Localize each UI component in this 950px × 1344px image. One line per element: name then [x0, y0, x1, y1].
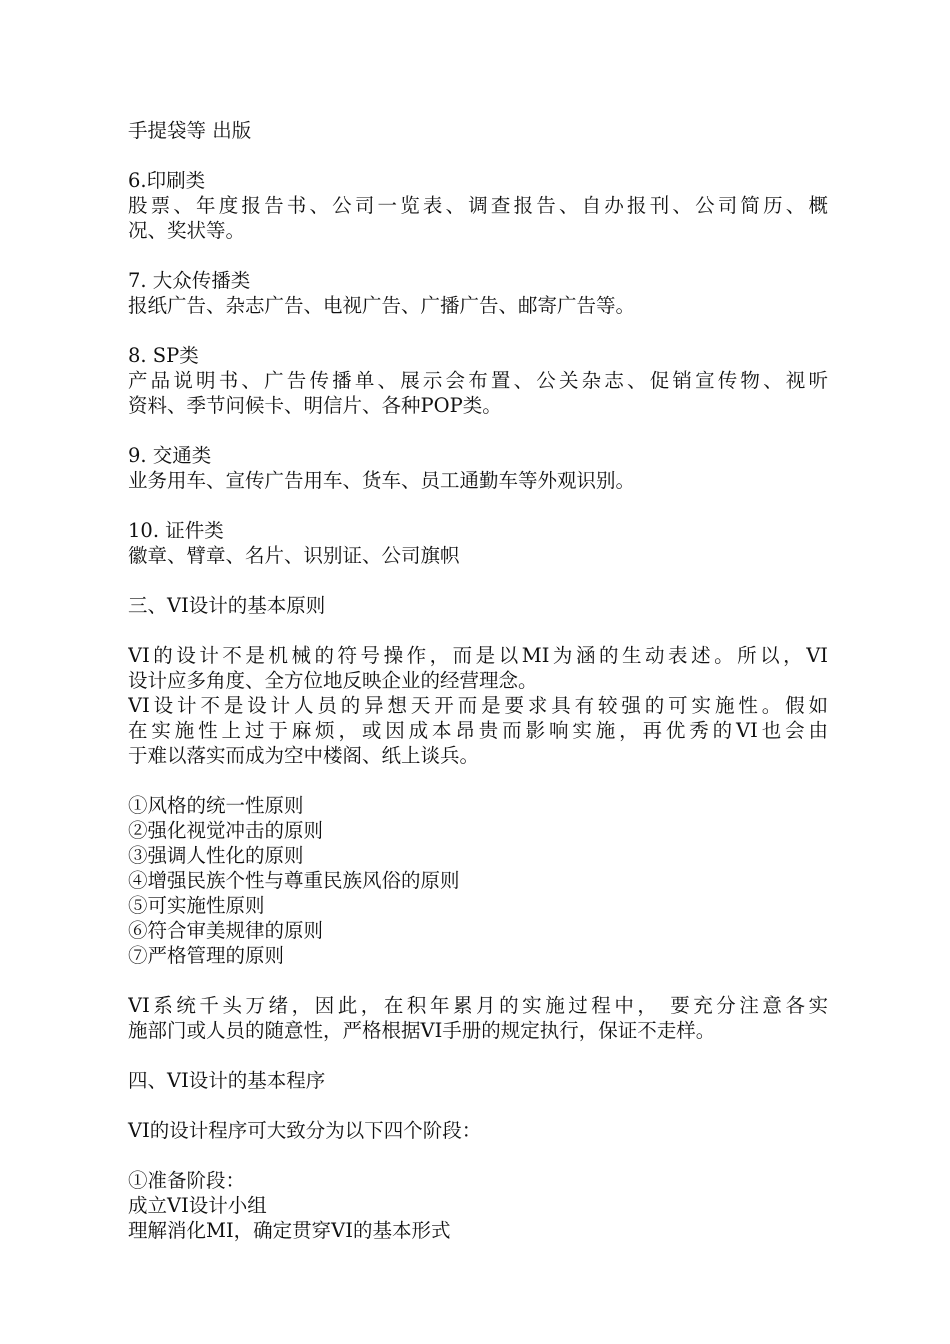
paragraph [128, 518, 828, 568]
text-line: ⑤可实施性原则 [128, 894, 265, 917]
text-line: 产品说明书、广告传播单、展示会布置、公关杂志、促销宣传物、视听 [128, 369, 828, 392]
text-line: 设计应多角度、全方位地反映企业的经营理念。 [128, 669, 538, 692]
paragraph [128, 1168, 828, 1243]
text-line: 9. 交通类 [128, 444, 212, 467]
paragraph [128, 168, 828, 243]
text-line: ①准备阶段： [128, 1169, 246, 1192]
paragraph-gap [128, 1093, 828, 1118]
text-line: 施部门或人员的随意性，严格根据VI手册的规定执行，保证不走样。 [128, 1019, 716, 1042]
text-line: 三、VI设计的基本原则 [128, 594, 326, 617]
text-line: 8. SP类 [128, 344, 199, 367]
paragraph [128, 118, 828, 143]
text-line: ⑥符合审美规律的原则 [128, 919, 324, 942]
text-line: 业务用车、宣传广告用车、货车、员工通勤车等外观识别。 [128, 469, 636, 492]
text-line: ①风格的统一性原则 [128, 794, 304, 817]
text-line: 于难以落实而成为空中楼阁、纸上谈兵。 [128, 744, 480, 767]
paragraph-gap [128, 493, 828, 518]
paragraph-gap [128, 968, 828, 993]
paragraph [128, 643, 828, 768]
paragraph [128, 1068, 828, 1093]
text-line: ②强化视觉冲击的原则 [128, 819, 324, 842]
text-line: 在实施性上过于麻烦，或因成本昂贵而影响实施，再优秀的VI也会由 [128, 719, 828, 742]
text-line: ④增强民族个性与尊重民族风俗的原则 [128, 869, 460, 892]
paragraph [128, 1118, 828, 1143]
text-line: 股票、年度报告书、公司一览表、调查报告、自办报刊、公司简历、概 [128, 194, 828, 217]
text-line: 报纸广告、杂志广告、电视广告、广播广告、邮寄广告等。 [128, 294, 636, 317]
paragraph-gap [128, 143, 828, 168]
paragraph-gap [128, 1143, 828, 1168]
paragraph-gap [128, 243, 828, 268]
text-line: 7. 大众传播类 [128, 269, 251, 292]
paragraph-gap [128, 568, 828, 593]
paragraph [128, 268, 828, 318]
text-line: ③强调人性化的原则 [128, 844, 304, 867]
text-line: 况、奖状等。 [128, 219, 246, 242]
text-line: VI系统千头万绪，因此，在积年累月的实施过程中， 要充分注意各实 [128, 994, 828, 1017]
paragraph [128, 343, 828, 418]
text-line: 徽章、臂章、名片、识别证、公司旗帜 [128, 544, 460, 567]
text-line: VI的设计不是机械的符号操作，而是以MI为涵的生动表述。所以，VI [128, 644, 828, 667]
paragraph [128, 793, 828, 968]
text-line: 理解消化MI，确定贯穿VI的基本形式 [128, 1219, 451, 1242]
paragraph-gap [128, 318, 828, 343]
text-line: 成立VI设计小组 [128, 1194, 267, 1217]
text-line: 10. 证件类 [128, 519, 224, 542]
paragraph-gap [128, 618, 828, 643]
text-line: VI的设计程序可大致分为以下四个阶段： [128, 1119, 482, 1142]
paragraph-gap [128, 768, 828, 793]
text-line: 四、VI设计的基本程序 [128, 1069, 326, 1092]
text-line: 资料、季节问候卡、明信片、各种POP类。 [128, 394, 502, 417]
text-line: 6.印刷类 [128, 169, 206, 192]
paragraph [128, 593, 828, 618]
text-line: VI设计不是设计人员的异想天开而是要求具有较强的可实施性。假如 [128, 694, 828, 717]
paragraph [128, 443, 828, 493]
paragraph [128, 993, 828, 1043]
text-line: 手提袋等 出版 [128, 119, 252, 142]
paragraph-gap [128, 1043, 828, 1068]
document-body [128, 118, 828, 1243]
paragraph-gap [128, 418, 828, 443]
text-line: ⑦严格管理的原则 [128, 944, 285, 967]
